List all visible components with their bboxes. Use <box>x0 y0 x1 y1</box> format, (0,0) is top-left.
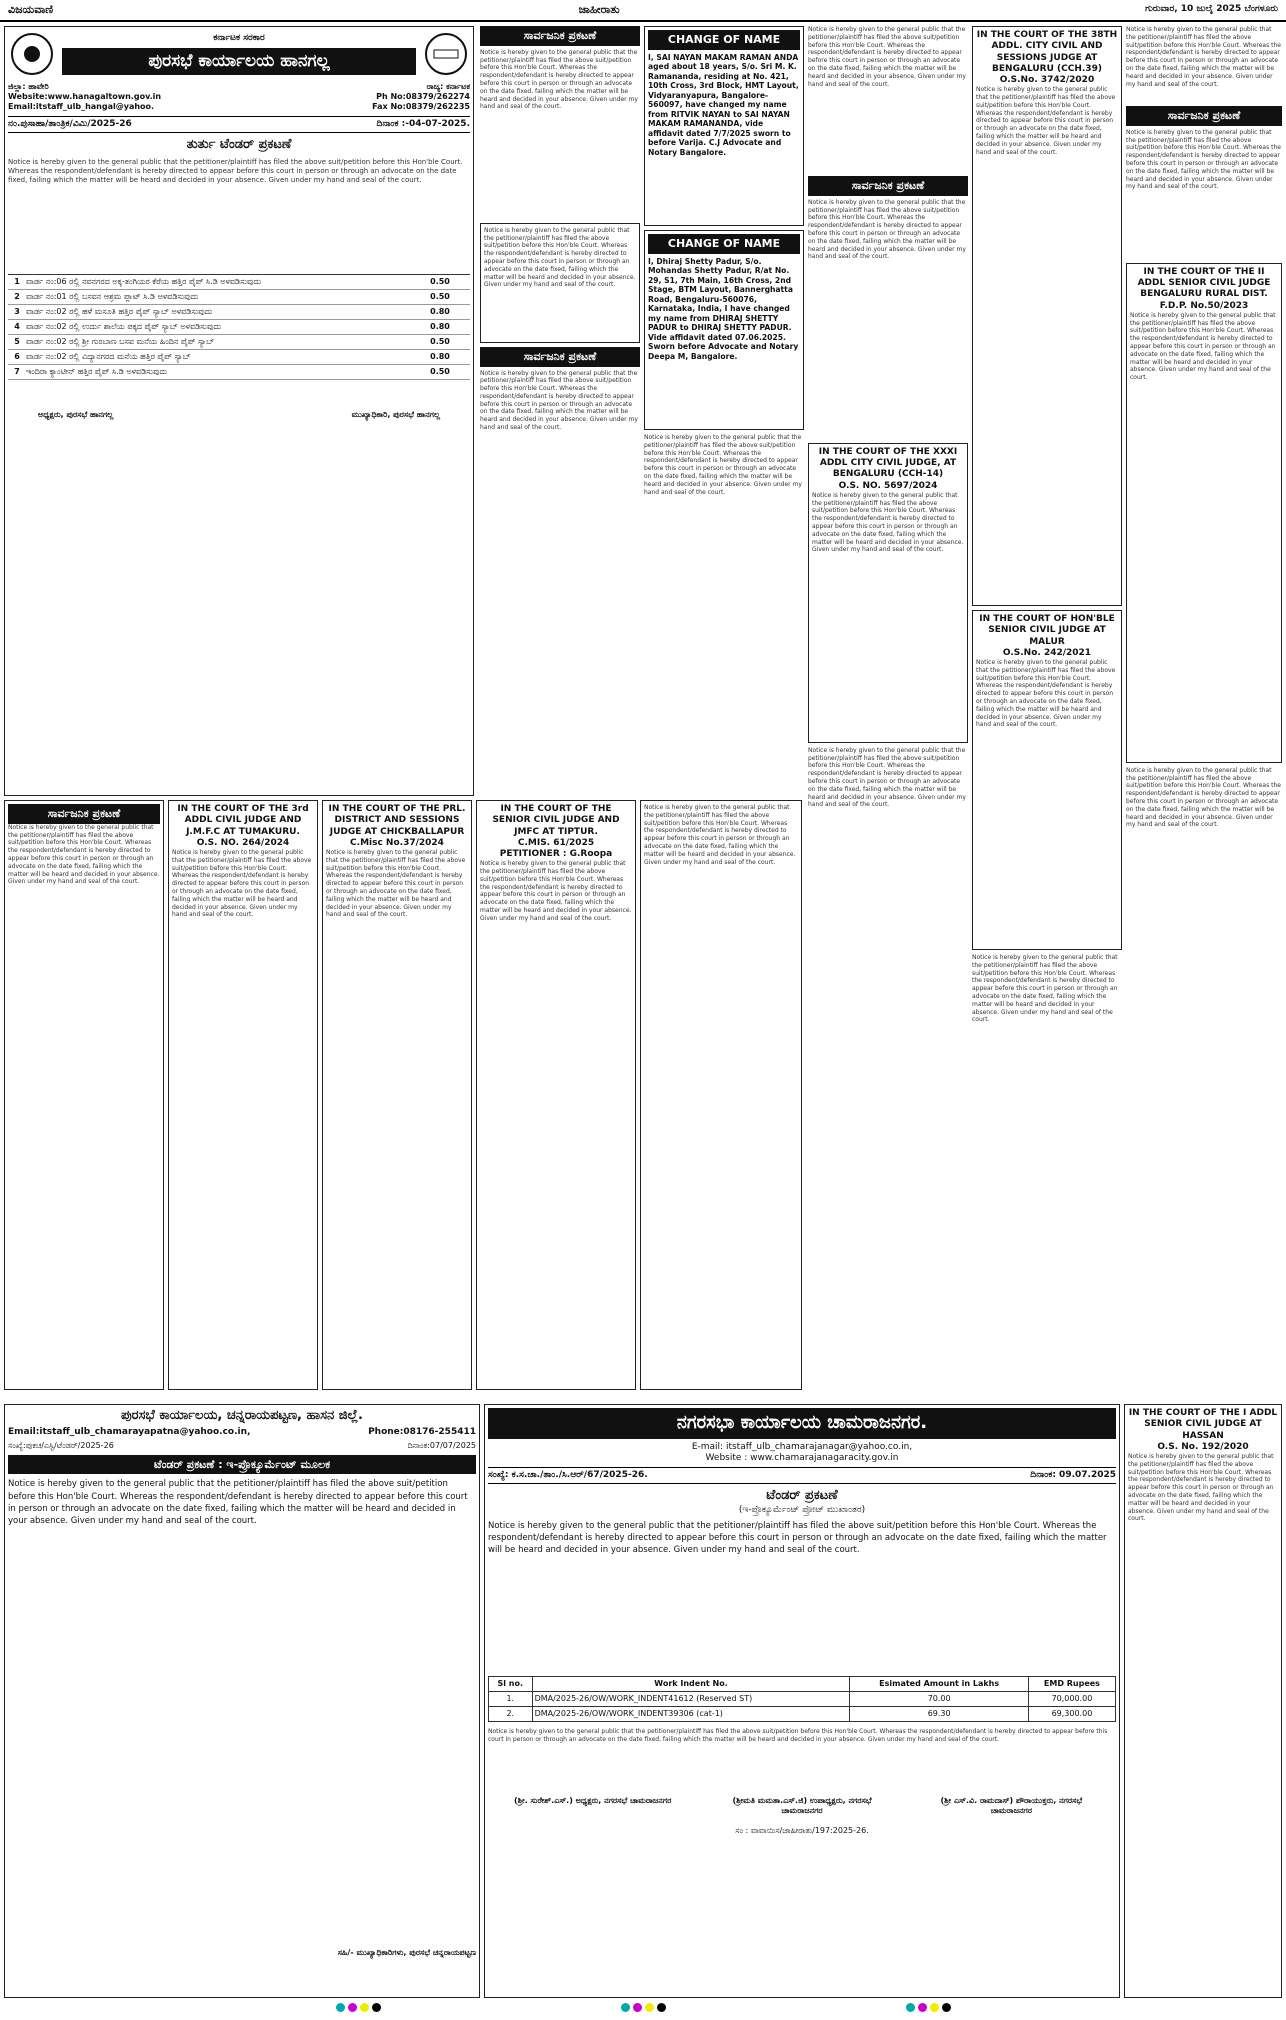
court-case: C.Misc No.37/2024 <box>350 837 444 848</box>
work-amount: 0.80 <box>430 351 450 361</box>
table-cell: 70,000.00 <box>1028 1691 1115 1706</box>
table-header: Work Indent No. <box>532 1676 850 1691</box>
notice-text-3: Notice is hereby given to the general public that the petitioner/plaintiff has filed the above suit/petition before this Hon'ble Court. Whereas the respondent/defendant is hereby directed to appear before this court in person or through an advocate on the date fixed, failing which the matter will be heard and decided in your absence. Given under my hand and seal of the court. <box>644 434 802 496</box>
notice-body: Notice is hereby given to the general public that the petitioner/plaintiff has filed the above suit/petition before this Hon'ble Court. Whereas the respondent/defendant is hereby directed to appear before this court in person or through an advocate on the date fixed, failing which the matter will be heard and decided in your absence. Given under my hand and seal of the court. <box>8 157 463 184</box>
work-name: ವಾರ್ಡ ನಂ:02 ರಲ್ಲಿ ವಿದ್ಯಾನಗರದ ಮನೆಯ ಹತ್ತಿರ ಪೈಪ್ ಸ್ಯಾಬ್ <box>26 351 191 361</box>
middle-left <box>4 800 164 1390</box>
change-of-name-2 <box>644 230 804 430</box>
email: Email:itstaff_ulb_chamarayapatna@yahoo.co.in, <box>8 1427 251 1438</box>
change-of-name-1 <box>644 26 804 226</box>
table-row <box>489 1706 1116 1721</box>
change-title-2: CHANGE OF NAME <box>648 234 800 254</box>
court-text: Notice is hereby given to the general public that the petitioner/plaintiff has filed the above suit/petition before this Hon'ble Court. Whereas the respondent/defendant is hereby directed to appear before this court in person or through an advocate on the date fixed, failing which the matter will be heard and decided in your absence. Given under my hand and seal of the court. <box>1128 1453 1274 1523</box>
work-row <box>8 350 470 365</box>
work-amount: 0.50 <box>430 366 450 376</box>
work-amount: 0.80 <box>430 306 450 316</box>
work-row <box>8 335 470 350</box>
court-title: IN THE COURT OF THE II ADDL SENIOR CIVIL JUDGE BENGALURU RURAL DIST. <box>1137 266 1271 300</box>
public-notice-heading-6: ಸಾರ್ವಜನಿಕ ಪ್ರಕಟಣೆ <box>1126 106 1282 126</box>
signature-commissioner: (ಶ್ರೀ ಎಸ್.ವಿ. ರಾಮದಾಸ್) ಪೌರಾಯುಕ್ತರು, ನಗರಸಭೆ ಚಾಮರಾಜನಗರ <box>940 1795 1083 1815</box>
court-title: IN THE COURT OF THE SENIOR CIVIL JUDGE AND JMFC AT TIPTUR. <box>492 804 620 837</box>
dateline: ಗುರುವಾರ, 10 ಜುಲೈ 2025 ಬೆಂಗಳೂರು <box>1145 4 1278 15</box>
notice-heading: ಟೆಂಡರ್ ಪ್ರಕಟಣೆ <box>766 1488 838 1504</box>
email: Email:itstaff_ulb_hangal@yahoo. <box>8 102 155 111</box>
notice-text-4: Notice is hereby given to the general public that the petitioner/plaintiff has filed the above suit/petition before this Hon'ble Court. Whereas the respondent/defendant is hereby directed to appear before this court in person or through an advocate on the date fixed, failing which the matter will be heard and decided in your absence. Given under my hand and seal of the court. <box>808 26 966 88</box>
signature-president: ಅಧ್ಯಕ್ಷರು, ಪುರಸಭೆ ಹಾನಗಲ್ಲ <box>38 409 114 419</box>
tender-table <box>488 1676 1116 1722</box>
table-header: Sl no. <box>489 1676 533 1691</box>
phone: Phone:08176-255411 <box>368 1427 476 1438</box>
ref-number: ಸಂಖ್ಯೆ:ಪುಕಚ/ಎಸ್ಟಿ/ಟೆಂಡರ್/2025-26 <box>8 1440 114 1450</box>
table-cell: 69,300.00 <box>1028 1706 1115 1721</box>
table-cell: 2. <box>489 1706 533 1721</box>
email: E-mail: itstaff_ulb_chamarajanagar@yahoo.co.in, <box>691 1441 913 1452</box>
notice-sub: (ಇ-ಪ್ರೊಕ್ಯೂರ್ಮೆಂಟ್ ಪ್ರೋಟ್ ಮುಖಾಂತರ) <box>738 1504 866 1515</box>
court-title: IN THE COURT OF THE 3rd ADDL CIVIL JUDGE AND J.M.F.C AT TUMAKURU. <box>177 804 309 837</box>
color-marks <box>621 2003 666 2019</box>
color-marks <box>336 2003 381 2019</box>
court-chickballapur <box>322 800 472 1390</box>
work-number: 7 <box>14 366 20 376</box>
court-case: O.S. NO. 5697/2024 <box>838 480 938 491</box>
notice-date: ದಿನಾಂಕ: 09.07.2025 <box>1030 1470 1116 1480</box>
court-notice-xxxi <box>808 443 968 743</box>
table-cell: 70.00 <box>850 1691 1028 1706</box>
notice-text-2: Notice is hereby given to the general public that the petitioner/plaintiff has filed the above suit/petition before this Hon'ble Court. Whereas the respondent/defendant is hereby directed to appear before this court in person or through an advocate on the date fixed, failing which the matter will be heard and decided in your absence. Given under my hand and seal of the court. <box>480 369 638 432</box>
court-title: IN THE COURT OF THE PRL. DISTRICT AND SESSIONS JUDGE AT CHICKBALLAPUR <box>328 804 466 837</box>
change-body-2: I, Dhiraj Shetty Padur, S/o. Mohandas Shetty Padur, R/at No. 29, S1, 7th Main, 16th Cross, 2nd Stage, BTM Layout, Bannerghatta Road, Bengaluru-560076, Karnataka, India, I have changed my name from DHIRAJ SHETTY PADUR to DHIRAJ SHETTY PADUR. Vide affidavit dated 07.06.2025. Sworn before Advocate and Notary Deepa M, Bangalore. <box>648 256 799 361</box>
ref-number: ಸಂಖ್ಯೆ: ಕ.ಸ.ಚಾ./ತಾಂ./ಸಿ.ಆರ್/67/2025-26. <box>488 1470 648 1480</box>
work-name: ವಾರ್ಡ ನಂ:01 ರಲ್ಲಿ ಬಸವನ ಆಶ್ರಮ ಪ್ಲಾಟ್ ಸಿ.ಡಿ ಅಳವಡಿಸುವುದು <box>26 291 199 301</box>
gandhi-icon <box>422 30 470 78</box>
court-text: Notice is hereby given to the general public that the petitioner/plaintiff has filed the above suit/petition before this Hon'ble Court. Whereas the respondent/defendant is hereby directed to appear before this court in person or through an advocate on the date fixed, failing which the matter will be heard and decided in your absence. Given under my hand and seal of the court. <box>480 860 632 922</box>
work-amount: 0.50 <box>430 276 450 286</box>
office-title: ಪುರಸಭೆ ಕಾರ್ಯಾಲಯ ಹಾನಗಲ್ಲ <box>62 48 416 75</box>
court-text: Notice is hereby given to the general public that the petitioner/plaintiff has filed the above suit/petition before this Hon'ble Court. Whereas the respondent/defendant is hereby directed to appear before this court in person or through an advocate on the date fixed, failing which the matter will be heard and decided in your absence. Given under my hand and seal of the court. <box>812 491 964 554</box>
court-text: Notice is hereby given to the general public that the petitioner/plaintiff has filed the above suit/petition before this Hon'ble Court. Whereas the respondent/defendant is hereby directed to appear before this court in person or through an advocate on the date fixed, failing which the matter will be heard and decided in your absence. Given under my hand and seal of the court. <box>326 849 466 919</box>
court-case: C.MIS. 61/2025 <box>517 837 595 848</box>
middle-right <box>640 800 802 1390</box>
work-amount: 0.50 <box>430 291 450 301</box>
work-amount: 0.50 <box>430 336 450 346</box>
state: ರಾಜ್ಯ: ಕರ್ನಾಟಕ <box>426 82 470 91</box>
work-list <box>8 274 470 380</box>
district: ಜಿಲ್ಲಾ: ಹಾವೇರಿ <box>8 82 49 91</box>
work-name: ವಾರ್ಡ ನಂ:02 ರಲ್ಲಿ ಶ್ರೀ ಗುರಬಾಣ ಬಸವ ಮನೆಯ ಹಿಂದಿನ ಪೈಪ್ ಸ್ಯಾಬ್ <box>26 336 215 346</box>
court-notice-38th <box>972 26 1122 606</box>
masthead: ವಿಜಯವಾಣಿ <box>8 3 54 17</box>
work-name: ವಾರ್ಡ ನಂ:06 ರಲ್ಲಿ ನವನಗರದ ಅಕ್ಕ-ತಂಗಿಯರ ಕೆರೆಯ ಹತ್ತಿರ ಪೈಪ್ ಸಿ.ಡಿ ಅಳವಡಿಸುವುದು <box>26 276 262 286</box>
tender-ad-channarayapatna <box>4 1404 480 1998</box>
notice-column-2 <box>480 26 640 796</box>
table-row <box>489 1691 1116 1706</box>
court-case: F.D.P. No.50/2023 <box>1159 300 1249 311</box>
notice-date: ದಿನಾಂಕ :-04-07-2025. <box>376 119 470 129</box>
court-notice-fdp <box>1126 263 1282 763</box>
work-amount: 0.80 <box>430 321 450 331</box>
notice-text-6: Notice is hereby given to the general public that the petitioner/plaintiff has filed the above suit/petition before this Hon'ble Court. Whereas the respondent/defendant is hereby directed to appear before this court in person or through an advocate on the date fixed, failing which the matter will be heard and decided in your absence. Given under my hand and seal of the court. <box>1126 26 1281 88</box>
work-row <box>8 290 470 305</box>
table-cell: 1. <box>489 1691 533 1706</box>
public-notice-heading-2: ಸಾರ್ವಜನಿಕ ಪ್ರಕಟಣೆ <box>480 347 640 367</box>
work-name: ಇಂದಿರಾ ಕ್ಯಾಂಟೀನ್ ಹತ್ತಿರ ಪೈಪ್ ಸಿ.ಡಿ ಅಳವಡಿಸುವುದು <box>26 366 168 376</box>
work-number: 2 <box>14 291 20 301</box>
notice-body: Notice is hereby given to the general public that the petitioner/plaintiff has filed the above suit/petition before this Hon'ble Court. Whereas the respondent/defendant is hereby directed to appear before this court in person or through an advocate on the date fixed, failing which the matter will be heard and decided in your absence. Given under my hand and seal of the court. <box>488 1520 1107 1556</box>
notice-heading: ಟೆಂಡರ್ ಪ್ರಕಟಣೆ : ಇ-ಪ್ರೊಕ್ಯೂರ್ಮೆಂಟ್ ಮೂಲಕ <box>8 1455 476 1475</box>
website: Website : www.chamarajanagaracity.gov.in <box>705 1452 899 1463</box>
court-text: Notice is hereby given to the general public that the petitioner/plaintiff has filed the above suit/petition before this Hon'ble Court. Whereas the respondent/defendant is hereby directed to appear before this court in person or through an advocate on the date fixed, failing which the matter will be heard and decided in your absence. Given under my hand and seal of the court. <box>172 849 312 919</box>
work-name: ವಾರ್ಡ ನಂ:02 ರಲ್ಲಿ ಉರ್ದು ಶಾಲೆಯ ಪಕ್ಕದ ಪೈಪ್ ಸ್ಯಾಬ್ ಅಳವಡಿಸುವುದು <box>26 321 222 331</box>
signature: ಸಹಿ/- ಮುಖ್ಯಾಧಿಕಾರಿಗಳು, ಪುರಸಭೆ ಚನ್ನರಾಯಪಟ್ಟಣ <box>337 1948 476 1958</box>
table-cell: DMA/2025-26/OW/WORK_INDENT39306 (cat-1) <box>532 1706 850 1721</box>
work-row <box>8 320 470 335</box>
work-row <box>8 275 470 290</box>
court-title: IN THE COURT OF THE 38TH ADDL. CITY CIVIL AND SESSIONS JUDGE AT BENGALURU (CCH.39) <box>976 30 1118 74</box>
work-row <box>8 365 470 380</box>
office-title: ಪುರಸಭೆ ಕಾರ್ಯಾಲಯ, ಚನ್ನರಾಯಪಟ್ಟಣ, ಹಾಸನ ಜಿಲ್ಲೆ. <box>121 1408 363 1423</box>
court-petitioner: PETITIONER : G.Roopa <box>499 849 613 859</box>
print-registration-marks <box>0 2003 1286 2019</box>
notice-text-6b: Notice is hereby given to the general public that the petitioner/plaintiff has filed the above suit/petition before this Hon'ble Court. Whereas the respondent/defendant is hereby directed to appear before this court in person or through an advocate on the date fixed, failing which the matter will be heard and decided in your absence. Given under my hand and seal of the court. <box>1126 128 1281 191</box>
tender-ad-chamarajanagar <box>484 1404 1120 1998</box>
notice-heading: ತುರ್ತು ಟೆಂಡರ್ ಪ್ರಕಟಣೆ <box>186 137 292 153</box>
section-title: ಜಾಹೀರಾತು <box>578 3 620 17</box>
work-number: 5 <box>14 336 20 346</box>
notice-text-5: Notice is hereby given to the general public that the petitioner/plaintiff has filed the above suit/petition before this Hon'ble Court. Whereas the respondent/defendant is hereby directed to appear before this court in person or through an advocate on the date fixed, failing which the matter will be heard and decided in your absence. Given under my hand and seal of the court. <box>972 954 1118 1024</box>
court-case: O.S.No. 3742/2020 <box>999 75 1095 85</box>
court-text: Notice is hereby given to the general public that the petitioner/plaintiff has filed the above suit/petition before this Hon'ble Court. Whereas the respondent/defendant is hereby directed to appear before this court in person or through an advocate on the date fixed, failing which the matter will be heard and decided in your absence. Given under my hand and seal of the court. <box>976 659 1116 729</box>
ad-footer: ಸಂ : ವಾವಾಯಿಸ/ಜಾಹೀರಾತು/197:2025-26. <box>735 1825 869 1835</box>
work-name: ವಾರ್ಡ ನಂ:02 ರಲ್ಲಿ ಹಳೆ ಮಸೂತಿ ಹತ್ತಿರ ಪೈಪ್ ಸ್ಯಾಬ್ ಅಳವಡಿಸುವುದು <box>26 306 213 316</box>
notice-column-3 <box>644 26 804 796</box>
office-title: ನಗರಸಭಾ ಕಾರ್ಯಾಲಯ ಚಾಮರಾಜನಗರ. <box>488 1408 1116 1439</box>
court-case: O.S. NO. 264/2024 <box>196 837 290 848</box>
work-number: 6 <box>14 351 20 361</box>
court-title: IN THE COURT OF THE I ADDL SENIOR CIVIL JUDGE AT HASSAN <box>1128 1408 1278 1441</box>
notice-text-4c: Notice is hereby given to the general public that the petitioner/plaintiff has filed the above suit/petition before this Hon'ble Court. Whereas the respondent/defendant is hereby directed to appear before this court in person or through an advocate on the date fixed, failing which the matter will be heard and decided in your absence. Given under my hand and seal of the court. <box>808 746 966 809</box>
court-title: IN THE COURT OF HON'BLE SENIOR CIVIL JUDGE AT MALUR <box>979 614 1115 647</box>
middle-notices <box>4 800 804 1400</box>
work-row <box>8 305 470 320</box>
court-text: Notice is hereby given to the general public that the petitioner/plaintiff has filed the above suit/petition before this Hon'ble Court. Whereas the respondent/defendant is hereby directed to appear before this court in person or through an advocate on the date fixed, failing which the matter will be heard and decided in your absence. Given under my hand and seal of the court. <box>976 86 1116 156</box>
change-title-1: CHANGE OF NAME <box>648 30 800 50</box>
notice-text-m1: Notice is hereby given to the general public that the petitioner/plaintiff has filed the above suit/petition before this Hon'ble Court. Whereas the respondent/defendant is hereby directed to appear before this court in person or through an advocate on the date fixed, failing which the matter will be heard and decided in your absence. Given under my hand and seal of the court. <box>8 823 160 886</box>
work-number: 1 <box>14 276 20 286</box>
work-number: 3 <box>14 306 20 316</box>
notice-column-4 <box>808 26 968 1456</box>
color-marks <box>906 2003 951 2019</box>
emblem-icon <box>8 30 56 78</box>
table-cell: 69.30 <box>850 1706 1028 1721</box>
public-notice-heading: ಸಾರ್ವಜನಿಕ ಪ್ರಕಟಣೆ <box>480 26 640 46</box>
phone: Ph No:08379/262274 <box>376 92 470 101</box>
court-hassan <box>1124 1404 1282 1998</box>
public-notice-heading-m1: ಸಾರ್ವಜನಿಕ ಪ್ರಕಟಣೆ <box>8 804 160 824</box>
notice-footer-text: Notice is hereby given to the general public that the petitioner/plaintiff has filed the above suit/petition before this Hon'ble Court. Whereas the respondent/defendant is hereby directed to appear before this court in person or through an advocate on the date fixed, failing which the matter will be heard and decided in your absence. Given under my hand and seal of the court. <box>488 1727 1108 1743</box>
work-number: 4 <box>14 321 20 331</box>
notice-text-m5: Notice is hereby given to the general public that the petitioner/plaintiff has filed the above suit/petition before this Hon'ble Court. Whereas the respondent/defendant is hereby directed to appear before this court in person or through an advocate on the date fixed, failing which the matter will be heard and decided in your absence. Given under my hand and seal of the court. <box>644 804 796 866</box>
court-text: Notice is hereby given to the general public that the petitioner/plaintiff has filed the above suit/petition before this Hon'ble Court. Whereas the respondent/defendant is hereby directed to appear before this court in person or through an advocate on the date fixed, failing which the matter will be heard and decided in your absence. Given under my hand and seal of the court. <box>1130 311 1276 382</box>
notice-date: ದಿನಾಂಕ:07/07/2025 <box>407 1440 476 1450</box>
gov-name: ಕರ್ನಾಟಕ ಸರಕಾರ <box>213 33 265 44</box>
fax: Fax No:08379/262235 <box>372 102 470 111</box>
court-notice <box>480 223 640 343</box>
signature-vice: (ಶ್ರೀಮತಿ ಮಮತಾ.ಎಸ್.ಜಿ) ಉಪಾಧ್ಯಕ್ಷರು, ನಗರಸಭೆ ಚಾಮರಾಜನಗರ <box>732 1795 872 1815</box>
notice-text-6c: Notice is hereby given to the general public that the petitioner/plaintiff has filed the above suit/petition before this Hon'ble Court. Whereas the respondent/defendant is hereby directed to appear before this court in person or through an advocate on the date fixed, failing which the matter will be heard and decided in your absence. Given under my hand and seal of the court. <box>1126 766 1281 829</box>
table-header: EMD Rupees <box>1028 1676 1115 1691</box>
page-header <box>0 0 1286 22</box>
table-header: Esimated Amount in Lakhs <box>850 1676 1028 1691</box>
court-notice-malur <box>972 610 1122 950</box>
notice-text-4b: Notice is hereby given to the general public that the petitioner/plaintiff has filed the above suit/petition before this Hon'ble Court. Whereas the respondent/defendant is hereby directed to appear before this court in person or through an advocate on the date fixed, failing which the matter will be heard and decided in your absence. Given under my hand and seal of the court. <box>808 198 966 261</box>
signature-officer: ಮುಖ್ಯಾಧಿಕಾರಿ, ಪುರಸಭೆ ಹಾನಗಲ್ಲ <box>351 409 440 419</box>
ref-number: ನಂ.ಪುಸಾಹಾ/ತಾಂತ್ರಿಕ/ವಿಮಿ/2025-26 <box>8 119 132 129</box>
signature-president: (ಶ್ರೀ. ಸುರೇಶ್.ಎಸ್.) ಅಧ್ಯಕ್ಷರು, ನಗರಸಭೆ ಚಾಮರಾಜನಗರ <box>514 1795 672 1805</box>
court-notice-text: Notice is hereby given to the general public that the petitioner/plaintiff has filed the above suit/petition before this Hon'ble Court. Whereas the respondent/defendant is hereby directed to appear before this court in person or through an advocate on the date fixed, failing which the matter will be heard and decided in your absence. Given under my hand and seal of the court. <box>484 226 636 289</box>
court-title: IN THE COURT OF THE XXXI ADDL CITY CIVIL JUDGE, AT BENGALURU (CCH-14) <box>818 446 958 480</box>
court-case: O.S.No. 242/2021 <box>1002 647 1092 658</box>
notice-text: Notice is hereby given to the general public that the petitioner/plaintiff has filed the above suit/petition before this Hon'ble Court. Whereas the respondent/defendant is hereby directed to appear before this court in person or through an advocate on the date fixed, failing which the matter will be heard and decided in your absence. Given under my hand and seal of the court. <box>480 48 638 111</box>
website: Website:www.hanagaltown.gov.in <box>8 92 162 101</box>
change-body-1: I, SAI NAYAN MAKAM RAMAN ANDA aged about 18 years, S/o. Sri M. K. Ramananda, residing at No. 421, 10th Cross, 3rd Block, HMT Layout, Vidyaranyapura, Bangalore-560097, have changed my name from RITVIK NAYAN to SAI NAYAN MAKAM RAMANANDA, vide affidavit dated 7/7/2025 sworn to before Varija. C.J Advocate and Notary Bangalore. <box>648 52 799 157</box>
notice-column-5 <box>972 26 1122 1456</box>
table-cell: DMA/2025-26/OW/WORK_INDENT41612 (Reserved ST) <box>532 1691 850 1706</box>
court-tiptur <box>476 800 636 1390</box>
notice-body: Notice is hereby given to the general public that the petitioner/plaintiff has filed the above suit/petition before this Hon'ble Court. Whereas the respondent/defendant is hereby directed to appear before this court in person or through an advocate on the date fixed, failing which the matter will be heard and decided in your absence. Given under my hand and seal of the court. <box>8 1479 468 1527</box>
court-tumakuru <box>168 800 318 1390</box>
tender-ad-hanagal <box>4 26 474 796</box>
court-case: O.S. No. 192/2020 <box>1157 1441 1249 1452</box>
public-notice-heading-4: ಸಾರ್ವಜನಿಕ ಪ್ರಕಟಣೆ <box>808 176 968 196</box>
